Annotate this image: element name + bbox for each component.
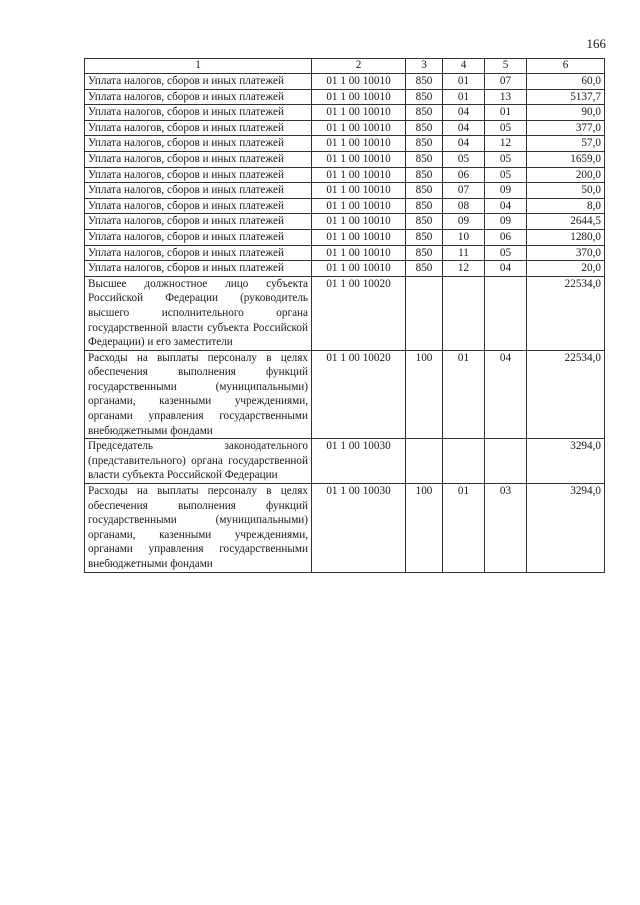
section-cell: 08 bbox=[443, 198, 485, 214]
target-article-cell: 01 1 00 10010 bbox=[312, 198, 406, 214]
column-header: 6 bbox=[527, 59, 605, 74]
section-cell: 11 bbox=[443, 245, 485, 261]
amount-cell: 5137,7 bbox=[527, 89, 605, 105]
amount-cell: 370,0 bbox=[527, 245, 605, 261]
table-row bbox=[85, 198, 605, 214]
target-article-cell: 01 1 00 10010 bbox=[312, 183, 406, 199]
section-cell: 09 bbox=[443, 214, 485, 230]
amount-cell: 1280,0 bbox=[527, 229, 605, 245]
column-header: 4 bbox=[443, 59, 485, 74]
subsection-cell: 09 bbox=[485, 183, 527, 199]
target-article-cell: 01 1 00 10010 bbox=[312, 136, 406, 152]
expense-name-cell: Уплата налогов, сборов и иных платежей bbox=[85, 120, 312, 136]
subsection-cell: 13 bbox=[485, 89, 527, 105]
table-row bbox=[85, 151, 605, 167]
subsection-cell: 05 bbox=[485, 151, 527, 167]
expense-type-cell: 850 bbox=[406, 120, 443, 136]
table-row bbox=[85, 183, 605, 199]
subsection-cell: 07 bbox=[485, 74, 527, 90]
amount-cell: 90,0 bbox=[527, 105, 605, 121]
expense-name-cell: Уплата налогов, сборов и иных платежей bbox=[85, 89, 312, 105]
target-article-cell: 01 1 00 10010 bbox=[312, 151, 406, 167]
expense-type-cell: 850 bbox=[406, 74, 443, 90]
table-row bbox=[85, 439, 605, 484]
section-cell: 01 bbox=[443, 89, 485, 105]
section-cell bbox=[443, 439, 485, 484]
amount-cell: 200,0 bbox=[527, 167, 605, 183]
table-row bbox=[85, 245, 605, 261]
expense-name-cell: Председатель законодательного (представительного) органа государственной власти субъекта Российской Федерации bbox=[85, 439, 312, 484]
subsection-cell: 01 bbox=[485, 105, 527, 121]
table-row bbox=[85, 74, 605, 90]
expense-type-cell: 850 bbox=[406, 261, 443, 277]
section-cell: 07 bbox=[443, 183, 485, 199]
subsection-cell: 06 bbox=[485, 229, 527, 245]
table-row bbox=[85, 484, 605, 573]
target-article-cell: 01 1 00 10010 bbox=[312, 261, 406, 277]
amount-cell: 20,0 bbox=[527, 261, 605, 277]
section-cell bbox=[443, 276, 485, 350]
subsection-cell: 04 bbox=[485, 350, 527, 439]
section-cell: 10 bbox=[443, 229, 485, 245]
expense-type-cell: 100 bbox=[406, 484, 443, 573]
amount-cell: 60,0 bbox=[527, 74, 605, 90]
subsection-cell: 05 bbox=[485, 167, 527, 183]
amount-cell: 8,0 bbox=[527, 198, 605, 214]
section-cell: 05 bbox=[443, 151, 485, 167]
target-article-cell: 01 1 00 10010 bbox=[312, 89, 406, 105]
subsection-cell: 04 bbox=[485, 261, 527, 277]
amount-cell: 3294,0 bbox=[527, 439, 605, 484]
column-header: 5 bbox=[485, 59, 527, 74]
expense-name-cell: Уплата налогов, сборов и иных платежей bbox=[85, 183, 312, 199]
amount-cell: 3294,0 bbox=[527, 484, 605, 573]
subsection-cell: 04 bbox=[485, 198, 527, 214]
amount-cell: 22534,0 bbox=[527, 276, 605, 350]
subsection-cell: 09 bbox=[485, 214, 527, 230]
page-number: 166 bbox=[586, 36, 606, 51]
subsection-cell bbox=[485, 276, 527, 350]
expense-name-cell: Высшее должностное лицо субъекта Российской Федерации (руководитель высшего исполнительного органа государственной власти субъекта Российской Федерации) и его заместители bbox=[85, 276, 312, 350]
expense-type-cell: 850 bbox=[406, 198, 443, 214]
section-cell: 06 bbox=[443, 167, 485, 183]
section-cell: 04 bbox=[443, 105, 485, 121]
subsection-cell: 12 bbox=[485, 136, 527, 152]
subsection-cell: 03 bbox=[485, 484, 527, 573]
amount-cell: 22534,0 bbox=[527, 350, 605, 439]
amount-cell: 57,0 bbox=[527, 136, 605, 152]
target-article-cell: 01 1 00 10030 bbox=[312, 439, 406, 484]
target-article-cell: 01 1 00 10030 bbox=[312, 484, 406, 573]
subsection-cell bbox=[485, 439, 527, 484]
column-header: 3 bbox=[406, 59, 443, 74]
table-row bbox=[85, 120, 605, 136]
target-article-cell: 01 1 00 10010 bbox=[312, 245, 406, 261]
expense-name-cell: Уплата налогов, сборов и иных платежей bbox=[85, 261, 312, 277]
target-article-cell: 01 1 00 10010 bbox=[312, 74, 406, 90]
section-cell: 01 bbox=[443, 350, 485, 439]
expense-type-cell bbox=[406, 276, 443, 350]
table-row bbox=[85, 229, 605, 245]
expense-name-cell: Расходы на выплаты персоналу в целях обеспечения выполнения функций государственными (муниципальными) органами, казенными учреждениями, органами управления государственными внебюджетными фондами bbox=[85, 484, 312, 573]
expense-type-cell: 850 bbox=[406, 245, 443, 261]
expense-name-cell: Уплата налогов, сборов и иных платежей bbox=[85, 105, 312, 121]
expense-type-cell: 850 bbox=[406, 136, 443, 152]
table-row bbox=[85, 89, 605, 105]
amount-cell: 1659,0 bbox=[527, 151, 605, 167]
column-header: 1 bbox=[85, 59, 312, 74]
table-row bbox=[85, 136, 605, 152]
expense-name-cell: Уплата налогов, сборов и иных платежей bbox=[85, 245, 312, 261]
subsection-cell: 05 bbox=[485, 245, 527, 261]
target-article-cell: 01 1 00 10010 bbox=[312, 229, 406, 245]
expense-name-cell: Уплата налогов, сборов и иных платежей bbox=[85, 214, 312, 230]
expense-type-cell: 850 bbox=[406, 167, 443, 183]
expense-type-cell: 850 bbox=[406, 151, 443, 167]
target-article-cell: 01 1 00 10010 bbox=[312, 105, 406, 121]
expense-name-cell: Уплата налогов, сборов и иных платежей bbox=[85, 151, 312, 167]
target-article-cell: 01 1 00 10010 bbox=[312, 167, 406, 183]
expense-type-cell: 850 bbox=[406, 214, 443, 230]
expense-type-cell: 100 bbox=[406, 350, 443, 439]
expense-type-cell: 850 bbox=[406, 89, 443, 105]
expense-type-cell: 850 bbox=[406, 183, 443, 199]
table-row bbox=[85, 214, 605, 230]
section-cell: 04 bbox=[443, 120, 485, 136]
table-row bbox=[85, 261, 605, 277]
amount-cell: 377,0 bbox=[527, 120, 605, 136]
expense-type-cell: 850 bbox=[406, 229, 443, 245]
table-row bbox=[85, 105, 605, 121]
target-article-cell: 01 1 00 10020 bbox=[312, 350, 406, 439]
expense-name-cell: Расходы на выплаты персоналу в целях обеспечения выполнения функций государственными (муниципальными) органами, казенными учреждениями, органами управления государственными внебюджетными фондами bbox=[85, 350, 312, 439]
budget-table bbox=[84, 58, 605, 573]
section-cell: 04 bbox=[443, 136, 485, 152]
expense-name-cell: Уплата налогов, сборов и иных платежей bbox=[85, 74, 312, 90]
table-row bbox=[85, 350, 605, 439]
expense-name-cell: Уплата налогов, сборов и иных платежей bbox=[85, 136, 312, 152]
expense-type-cell bbox=[406, 439, 443, 484]
expense-name-cell: Уплата налогов, сборов и иных платежей bbox=[85, 229, 312, 245]
table-row bbox=[85, 167, 605, 183]
amount-cell: 50,0 bbox=[527, 183, 605, 199]
expense-name-cell: Уплата налогов, сборов и иных платежей bbox=[85, 167, 312, 183]
target-article-cell: 01 1 00 10010 bbox=[312, 214, 406, 230]
section-cell: 01 bbox=[443, 484, 485, 573]
target-article-cell: 01 1 00 10010 bbox=[312, 120, 406, 136]
subsection-cell: 05 bbox=[485, 120, 527, 136]
amount-cell: 2644,5 bbox=[527, 214, 605, 230]
target-article-cell: 01 1 00 10020 bbox=[312, 276, 406, 350]
expense-name-cell: Уплата налогов, сборов и иных платежей bbox=[85, 198, 312, 214]
column-header: 2 bbox=[312, 59, 406, 74]
section-cell: 12 bbox=[443, 261, 485, 277]
table-row bbox=[85, 276, 605, 350]
expense-type-cell: 850 bbox=[406, 105, 443, 121]
header-row bbox=[85, 59, 605, 74]
section-cell: 01 bbox=[443, 74, 485, 90]
